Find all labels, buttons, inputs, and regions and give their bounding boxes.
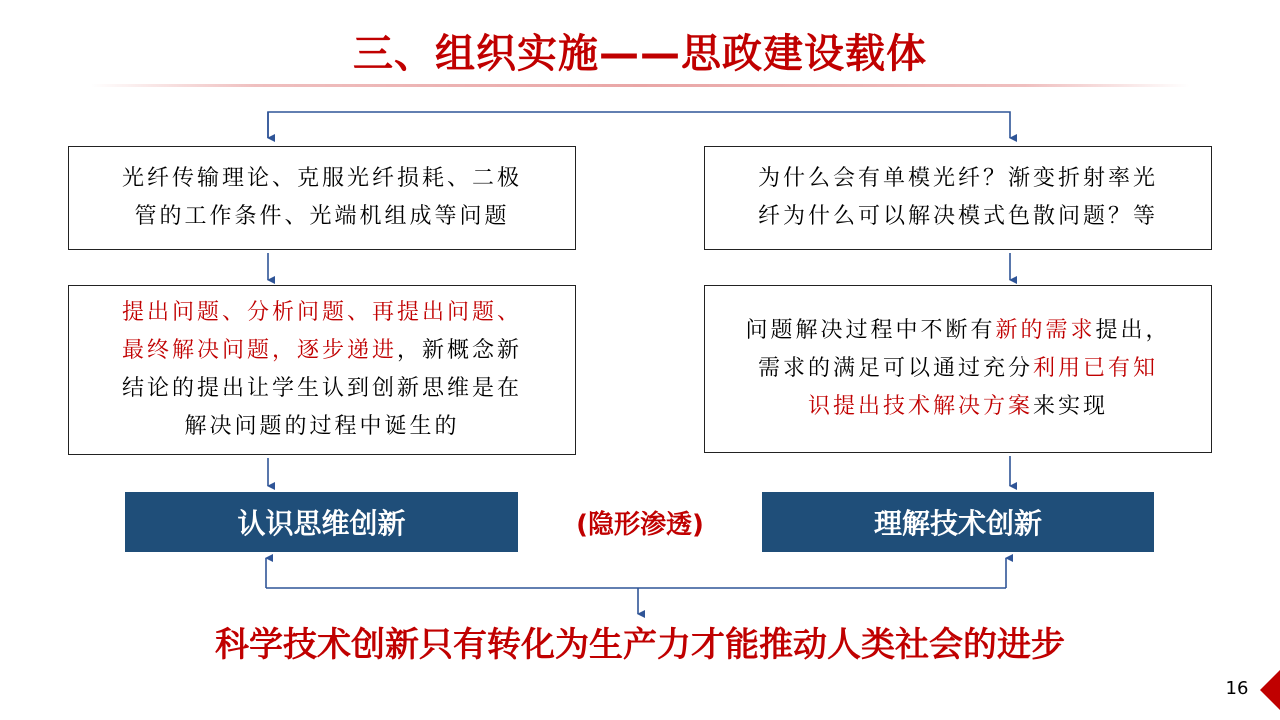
corner-triangle-icon xyxy=(1256,670,1280,710)
right-process-red-2: 利用已有知 xyxy=(1032,356,1158,381)
right-problem-line-1: 为什么会有单模光纤？渐变折射率光 xyxy=(757,166,1158,191)
right-process-text-1a: 问题解决过程中不断有 xyxy=(745,318,996,343)
left-process-red-2: 最终解决问题，逐步递进 xyxy=(121,338,397,363)
left-process-red-1: 提出问题、分析问题、再提出问题、 xyxy=(121,300,522,325)
right-process-box xyxy=(704,285,1212,453)
left-process-text-2: ，新概念新 xyxy=(397,338,523,363)
thinking-innovation-button: 认识思维创新 xyxy=(125,492,518,552)
left-process-line-4: 解决问题的过程中诞生的 xyxy=(184,414,460,439)
right-process-text-3: 来实现 xyxy=(1032,394,1108,419)
conclusion-text: 科学技术创新只有转化为生产力才能推动人类社会的进步 xyxy=(215,625,1065,665)
implicit-infiltration-label: (隐形渗透) xyxy=(576,510,704,540)
technology-innovation-button: 理解技术创新 xyxy=(762,492,1154,552)
right-process-red-1: 新的需求 xyxy=(995,318,1096,343)
page-number: 16 xyxy=(1225,678,1249,699)
left-process-box xyxy=(68,285,576,455)
right-process-text-1b: 提出， xyxy=(1095,318,1171,343)
right-problem-box xyxy=(704,146,1212,250)
left-problem-line-2: 管的工作条件、光端机组成等问题 xyxy=(134,204,510,229)
left-problem-box xyxy=(68,146,576,250)
top-bracket-line xyxy=(268,112,1010,138)
right-process-red-3: 识提出技术解决方案 xyxy=(807,394,1033,419)
right-problem-line-2: 纤为什么可以解决模式色散问题？等 xyxy=(757,204,1158,229)
left-process-line-3: 结论的提出让学生认到创新思维是在 xyxy=(121,376,522,401)
right-process-text-2a: 需求的满足可以通过充分 xyxy=(757,356,1033,381)
slide-title: 三、组织实施——思政建设载体 xyxy=(353,31,927,77)
left-problem-line-1: 光纤传输理论、克服光纤损耗、二极 xyxy=(121,166,522,191)
